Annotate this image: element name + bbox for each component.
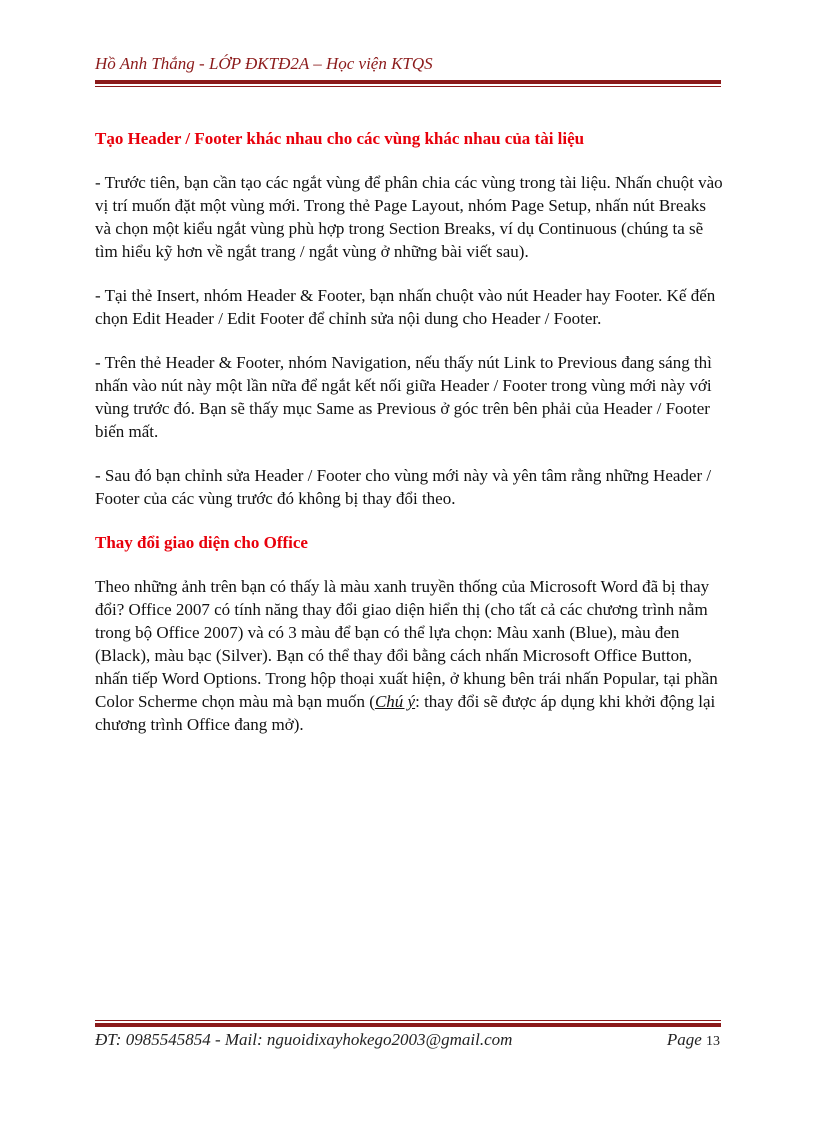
- section-heading-header-footer: Tạo Header / Footer khác nhau cho các vùng khác nhau của tài liệu: [95, 129, 585, 148]
- page-label: Page: [666, 1030, 702, 1049]
- header-rule-thick: [95, 80, 721, 84]
- paragraph: - Tại thẻ Insert, nhóm Header & Footer, bạn nhấn chuột vào nút Header hay Footer. Kế đến chọn Edit Header / Edit Footer để chỉnh sửa nội dung cho Header / Footer.: [95, 286, 716, 328]
- footer-page: [667, 1030, 720, 1050]
- paragraph-office-theme: [95, 575, 723, 736]
- header-rule-thin: [95, 86, 721, 87]
- page-body: [95, 127, 723, 736]
- note-label: Chú ý: [374, 692, 416, 711]
- paragraph-text: Theo những ảnh trên bạn có thấy là màu xanh truyền thống của Microsoft Word đã bị thay đổi? Office 2007 có tính năng thay đổi giao diện hiển thị (cho tất cả các chương trình nằm trong bộ Office 2007) và có 3 màu để bạn có thể lựa chọn: Màu xanh (Blue), màu đen (Black), màu bạc (Silver). Bạn có thể thay đổi bằng cách nhấn Microsoft Office Button, nhấn tiếp Word Options. Trong hộp thoại xuất hiện, ở khung bên trái nhấn Popular, tại phần Color Scherme chọn màu mà bạn muốn (: [95, 577, 718, 711]
- footer-contact: ĐT: 0985545854 - Mail: nguoidixayhokego2003@gmail.com: [95, 1030, 513, 1049]
- footer-rule-thin: [95, 1020, 721, 1021]
- section-heading-office-theme: Thay đổi giao diện cho Office: [95, 533, 308, 552]
- paragraph-text: : thay đổi sẽ được áp dụng khi khởi động lại chương trình Office đang mở).: [95, 692, 716, 734]
- running-header: Hồ Anh Thắng - LỚP ĐKTĐ2A – Học viện KTQS: [95, 54, 433, 73]
- footer-rule-thick: [95, 1023, 721, 1027]
- page-number: 13: [706, 1034, 720, 1049]
- paragraph: - Trên thẻ Header & Footer, nhóm Navigation, nếu thấy nút Link to Previous đang sáng thì nhấn vào nút này một lần nữa để ngắt kết nối giữa Header / Footer trong vùng mới này với vùng trước đó. Bạn sẽ thấy mục Same as Previous ở góc trên bên phải của Header / Footer biến mất.: [95, 353, 712, 441]
- paragraph: - Trước tiên, bạn cần tạo các ngắt vùng để phân chia các vùng trong tài liệu. Nhấn chuột vào vị trí muốn đặt một vùng mới. Trong thẻ Page Layout, nhóm Page Setup, nhấn nút Breaks và chọn một kiểu ngắt vùng phù hợp trong Section Breaks, ví dụ Continuous (chúng ta sẽ tìm hiểu kỹ hơn về ngắt trang / ngắt vùng ở những bài viết sau).: [95, 173, 723, 261]
- paragraph: - Sau đó bạn chỉnh sửa Header / Footer cho vùng mới này và yên tâm rằng những Header / Footer của các vùng trước đó không bị thay đổi theo.: [95, 466, 712, 508]
